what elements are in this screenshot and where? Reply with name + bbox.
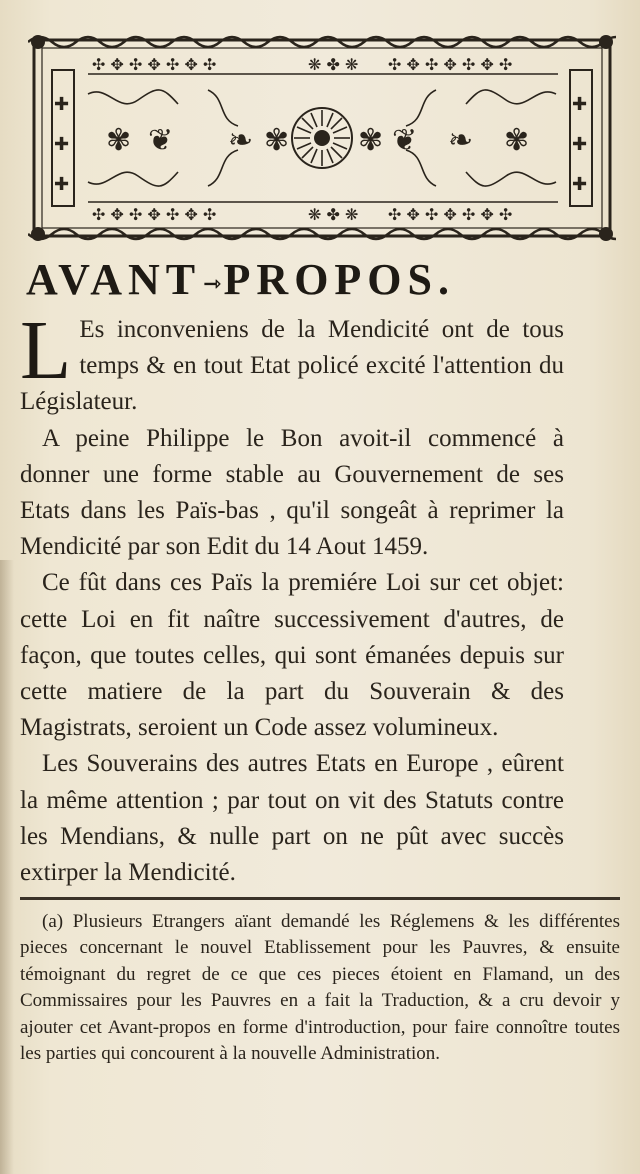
svg-text:✾: ✾ [358, 123, 384, 158]
svg-text:✚: ✚ [572, 174, 588, 195]
ornamental-headpiece [28, 30, 616, 246]
svg-text:✣ ✥ ✣ ✥ ✣ ✥ ✣: ✣ ✥ ✣ ✥ ✣ ✥ ✣ [388, 205, 513, 224]
svg-text:✚: ✚ [54, 94, 70, 115]
svg-text:✚: ✚ [54, 134, 70, 155]
footnote-text: Plusieurs Etrangers aïant demandé les Réglemens & les différentes pieces concernant le nouvel Etablissement pour les Pauvres, & ensuite témoignant du regret de ce que ces pieces étoient en Flamand, un des Commissaires pour les Pauvres en a fait la Traduction, & a cru devoir y ajouter cet Avant-propos en forme d'introduction, pour faire connoître toutes les parties qui concourent à la nouvelle Administration. [20, 911, 620, 1065]
svg-text:❧: ❧ [228, 123, 254, 158]
page-title [26, 254, 618, 306]
svg-text:✣ ✥ ✣ ✥ ✣ ✥ ✣: ✣ ✥ ✣ ✥ ✣ ✥ ✣ [92, 205, 217, 224]
footnote-paragraph [20, 909, 620, 1067]
svg-text:❦: ❦ [392, 123, 418, 158]
svg-text:✣ ✥ ✣ ✥ ✣ ✥ ✣: ✣ ✥ ✣ ✥ ✣ ✥ ✣ [92, 55, 217, 74]
title-separator-icon: ⇾ [203, 270, 222, 296]
svg-text:❦: ❦ [148, 123, 174, 158]
svg-text:✾: ✾ [106, 123, 132, 158]
paragraph-4: Les Souverains des autres Etats en Europe , eûrent la même attention ; par tout on vit des Statuts contre les Mendians, & nulle part on ne pût avec succès extirper la Mendicité. [20, 750, 564, 887]
drop-cap: L [20, 304, 72, 397]
paragraph-1 [20, 304, 564, 421]
footnote [20, 909, 620, 1067]
svg-text:❋ ✤ ❋: ❋ ✤ ❋ [308, 55, 359, 74]
svg-text:✚: ✚ [572, 134, 588, 155]
svg-text:✾: ✾ [504, 123, 530, 158]
footnote-rule [20, 897, 620, 900]
svg-text:✚: ✚ [54, 174, 70, 195]
svg-text:✚: ✚ [572, 94, 588, 115]
svg-text:✣ ✥ ✣ ✥ ✣ ✥ ✣: ✣ ✥ ✣ ✥ ✣ ✥ ✣ [388, 55, 513, 74]
svg-text:❋ ✤ ❋: ❋ ✤ ❋ [308, 205, 359, 224]
title-word-2: PROPOS. [223, 255, 455, 304]
main-text [20, 304, 564, 891]
svg-text:✾: ✾ [264, 123, 290, 158]
title-word-1: AVANT [26, 255, 202, 304]
paragraph-2: A peine Philippe le Bon avoit-il commencé à donner une forme stable au Gouvernement de ses Etats dans les Païs-bas , qu'il songeât à reprimer la Mendicité par son Edit du 14 Aout 1459. [20, 424, 564, 561]
paragraph-3: Ce fût dans ces Païs la premiére Loi sur cet objet: cette Loi en fit naître successivement d'autres, de façon, que toutes celles, qui sont émanées depuis sur cette matiere de la part du Souverain & des Magistrats, seroient un Code assez volumineux. [20, 569, 564, 742]
footnote-marker: (a) [42, 911, 64, 932]
paragraph-1-text: Es inconveniens de la Mendicité ont de tous temps & en tout Etat policé excité l'attention du Législateur. [20, 316, 564, 416]
svg-text:❧: ❧ [448, 123, 474, 158]
binding-shadow [0, 560, 14, 1174]
